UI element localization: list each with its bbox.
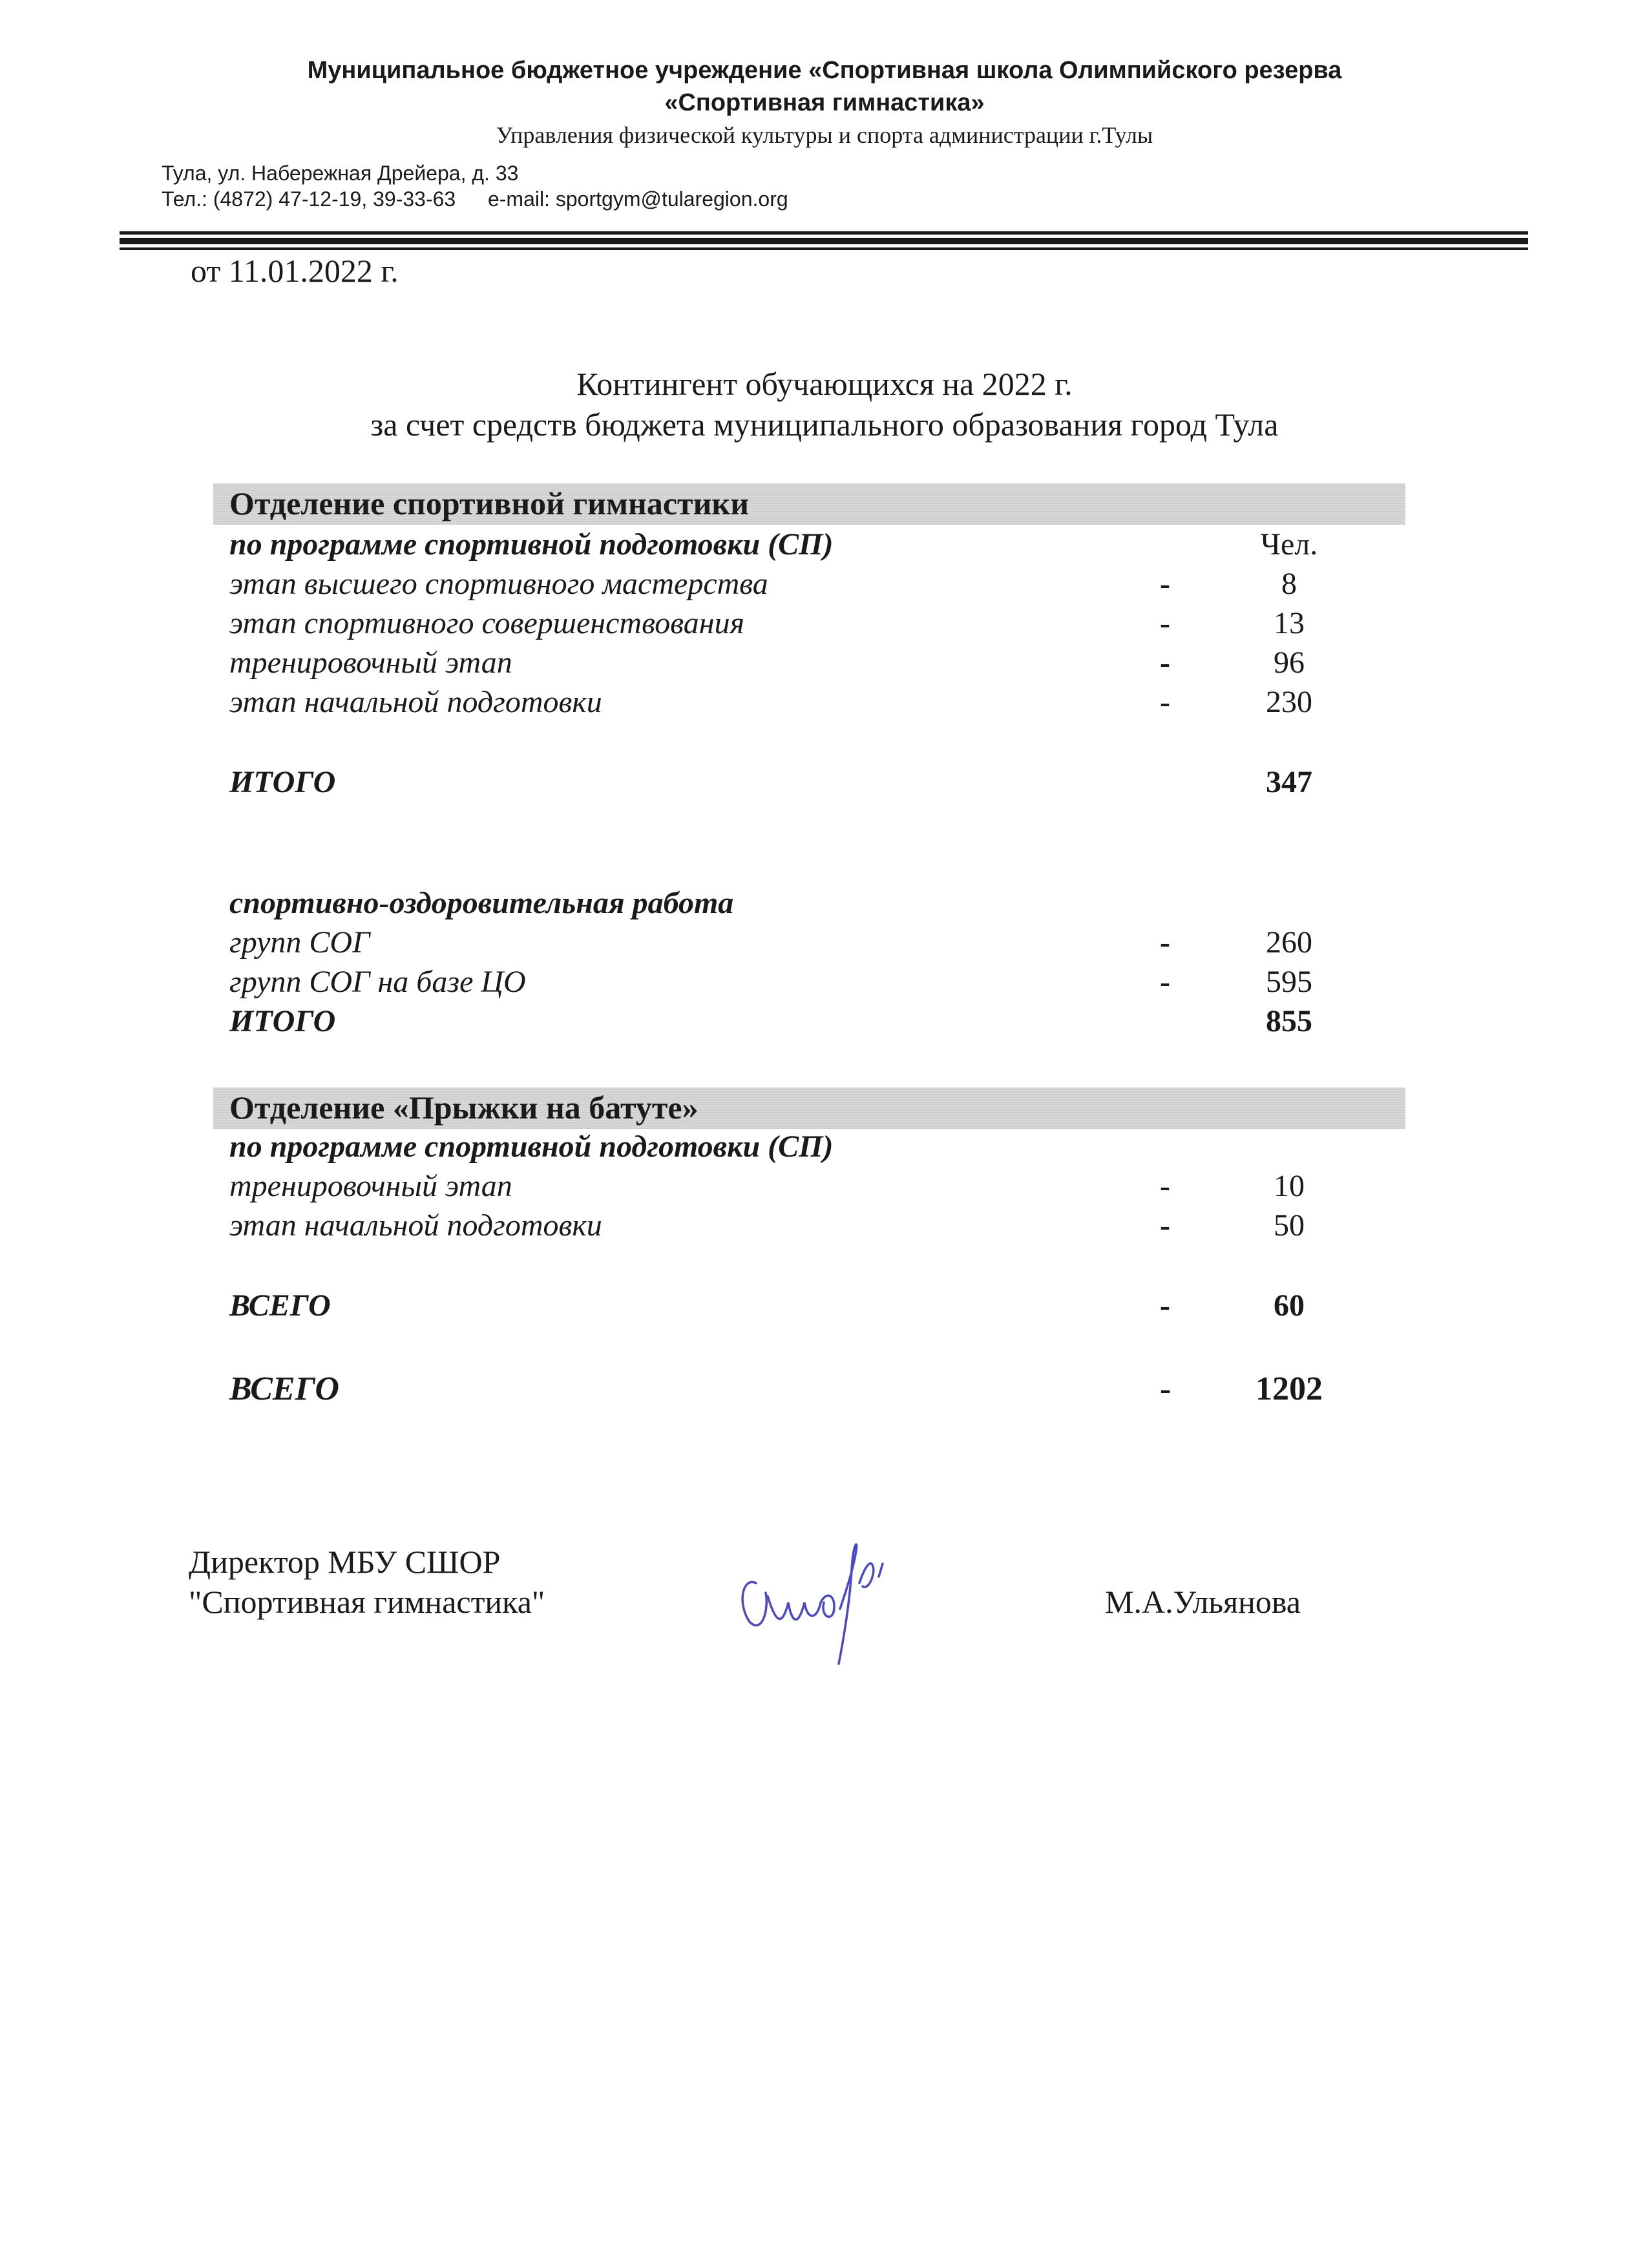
row-label: этап высшего спортивного мастерства xyxy=(229,567,768,601)
total-value: 855 xyxy=(1266,1004,1312,1038)
row-dash: - xyxy=(1160,646,1170,680)
row-dash: - xyxy=(1160,1288,1170,1323)
row-value: 96 xyxy=(1274,646,1305,680)
total-label: ИТОГО xyxy=(229,1004,336,1038)
row-label: этап начальной подготовки xyxy=(229,685,602,719)
signer-position-line1: Директор МБУ СШОР xyxy=(189,1544,501,1580)
row-value: 595 xyxy=(1266,965,1312,999)
row-value: 50 xyxy=(1274,1208,1305,1243)
document-subtitle: за счет средств бюджета муниципального образования город Тула xyxy=(370,406,1279,443)
total-label: ИТОГО xyxy=(229,765,336,799)
header-rule-bottom xyxy=(120,247,1528,250)
program-label: по программе спортивной подготовки (СП) xyxy=(229,527,834,562)
row-label: групп СОГ xyxy=(229,925,370,960)
org-name-line1: Муниципальное бюджетное учреждение «Спортивная школа Олимпийского резерва xyxy=(307,57,1342,84)
org-address: Тула, ул. Набережная Дрейера, д. 33 xyxy=(162,162,519,185)
grand-total-value: 1202 xyxy=(1255,1370,1323,1407)
row-dash: - xyxy=(1160,965,1170,999)
row-dash: - xyxy=(1160,1208,1170,1243)
row-value: 10 xyxy=(1274,1169,1305,1203)
org-email: e-mail: sportgym@tularegion.org xyxy=(487,187,788,211)
total-label: ВСЕГО xyxy=(229,1288,331,1323)
grand-total-dash: - xyxy=(1160,1370,1171,1407)
org-phones: Тел.: (4872) 47-12-19, 39-33-63 xyxy=(162,187,456,211)
row-dash: - xyxy=(1160,567,1170,601)
section-heading-trampoline: Отделение «Прыжки на батуте» xyxy=(229,1089,698,1126)
row-dash: - xyxy=(1160,606,1170,640)
org-name-line2: «Спортивная гимнастика» xyxy=(664,89,985,116)
row-value: 8 xyxy=(1281,567,1297,601)
document-title: Контингент обучающихся на 2022 г. xyxy=(576,366,1073,402)
row-dash: - xyxy=(1160,925,1170,960)
health-heading: спортивно-оздоровительная работа xyxy=(229,886,734,920)
row-label: тренировочный этап xyxy=(229,646,512,680)
total-value: 60 xyxy=(1274,1288,1305,1323)
section-heading-gymnastics: Отделение спортивной гимнастики xyxy=(229,485,750,521)
row-dash: - xyxy=(1160,685,1170,719)
row-value: 13 xyxy=(1274,606,1305,640)
signer-position-line2: "Спортивная гимнастика" xyxy=(189,1584,545,1620)
row-value: 230 xyxy=(1266,685,1312,719)
header-rule-top xyxy=(120,231,1528,235)
grand-total-label: ВСЕГО xyxy=(229,1370,339,1407)
org-department: Управления физической культуры и спорта администрации г.Тулы xyxy=(496,122,1153,148)
signer-name: М.А.Ульянова xyxy=(1105,1584,1301,1620)
row-label: групп СОГ на базе ЦО xyxy=(229,965,526,999)
total-value: 347 xyxy=(1266,765,1312,799)
org-contacts xyxy=(162,187,788,211)
document-date: от 11.01.2022 г. xyxy=(191,253,399,289)
program-label: по программе спортивной подготовки (СП) xyxy=(229,1129,834,1164)
row-label: этап начальной подготовки xyxy=(229,1208,602,1243)
row-label: тренировочный этап xyxy=(229,1169,512,1203)
header-rule-middle xyxy=(120,238,1528,244)
row-label: этап спортивного совершенствования xyxy=(229,606,744,640)
row-dash: - xyxy=(1160,1169,1170,1203)
handwritten-signature xyxy=(730,1531,963,1680)
row-value: 260 xyxy=(1266,925,1312,960)
unit-label: Чел. xyxy=(1260,527,1318,562)
